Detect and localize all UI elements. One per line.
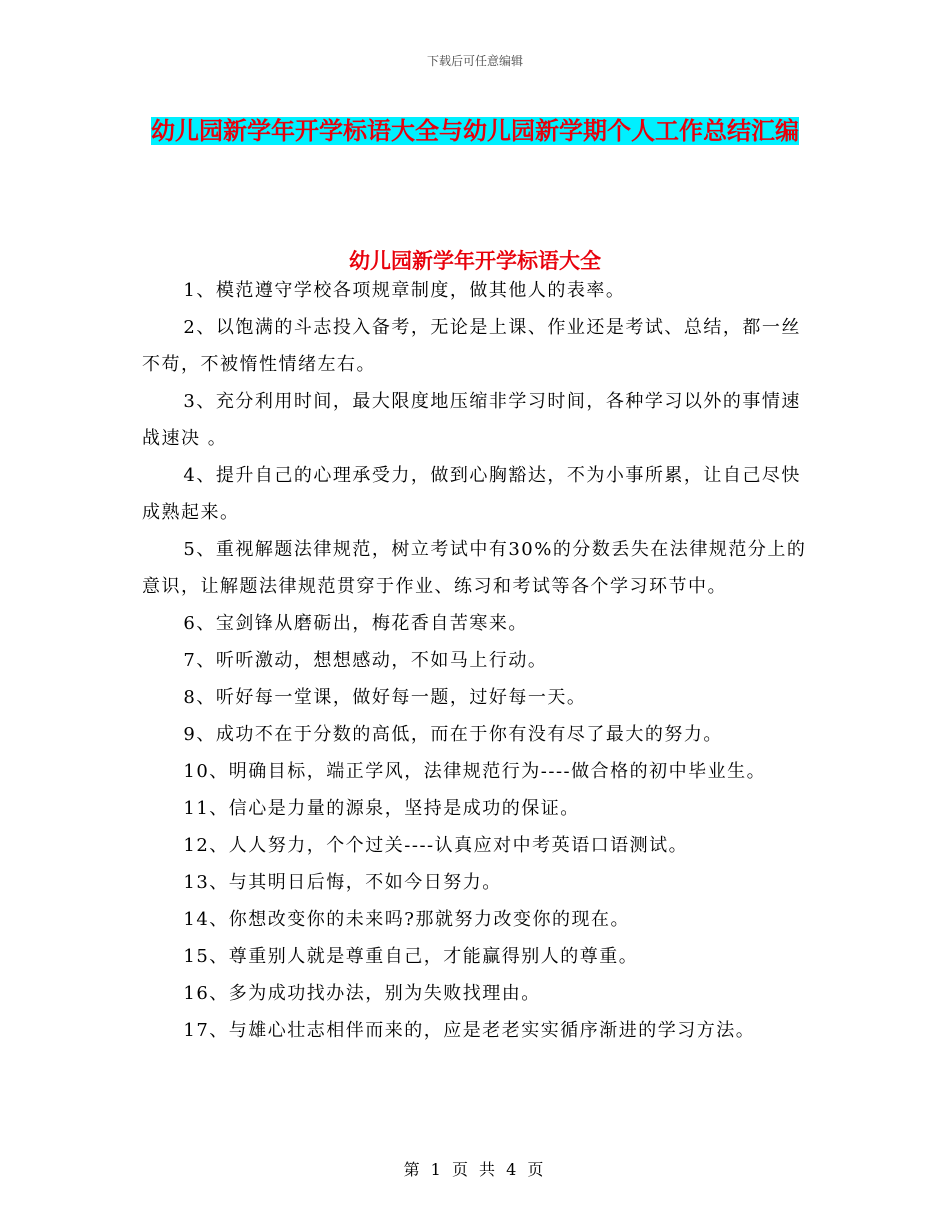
list-item: 5、重视解题法律规范，树立考试中有30%的分数丢失在法律规范分上的意识，让解题法律规范贯穿于作业、练习和考试等各个学习环节中。: [142, 539, 807, 597]
page-footer: 第 1 页 共 4 页: [403, 1160, 547, 1179]
list-item: 8、听好每一堂课，做好每一题，过好每一天。: [183, 687, 587, 708]
list-item: 16、多为成功找办法，别为失败找理由。: [183, 983, 541, 1004]
list-item: 3、充分利用时间，最大限度地压缩非学习时间，各种学习以外的事情速战速决 。: [142, 391, 801, 449]
list-item: 11、信心是力量的源泉，坚持是成功的保证。: [183, 798, 580, 819]
list-item: 15、尊重别人就是尊重自己，才能赢得别人的尊重。: [183, 946, 639, 967]
list-item: 17、与雄心壮志相伴而来的，应是老老实实循序渐进的学习方法。: [183, 1020, 756, 1041]
list-item: 1、模范遵守学校各项规章制度，做其他人的表率。: [183, 280, 626, 301]
list-item: 6、宝剑锋从磨砺出，梅花香自苦寒来。: [183, 613, 528, 634]
list-item: 2、以饱满的斗志投入备考，无论是上课、作业还是考试、总结，都一丝不苟，不被惰性情绪左右。: [142, 317, 801, 375]
document-title: [140, 108, 810, 154]
list-item: 9、成功不在于分数的高低，而在于你有没有尽了最大的努力。: [183, 724, 723, 745]
list-item: 4、提升自己的心理承受力，做到心胸豁达，不为小事所累，让自己尽快成熟起来。: [142, 465, 801, 523]
document-title-text: 幼儿园新学年开学标语大全与幼儿园新学期个人工作总结汇编: [151, 117, 799, 145]
list-item: 14、你想改变你的未来吗?那就努力改变你的现在。: [183, 909, 630, 930]
list-item: 12、人人努力，个个过关----认真应对中考英语口语测试。: [183, 835, 689, 856]
section-title: 幼儿园新学年开学标语大全: [349, 249, 601, 273]
header-note: 下载后可任意编辑: [426, 54, 523, 68]
list-item: 10、明确目标，端正学风，法律规范行为----做合格的初中毕业生。: [183, 761, 767, 782]
list-item: 13、与其明日后悔，不如今日努力。: [183, 872, 502, 893]
slogan-list: [142, 272, 810, 1049]
list-item: 7、听听激动，想想感动，不如马上行动。: [183, 650, 548, 671]
